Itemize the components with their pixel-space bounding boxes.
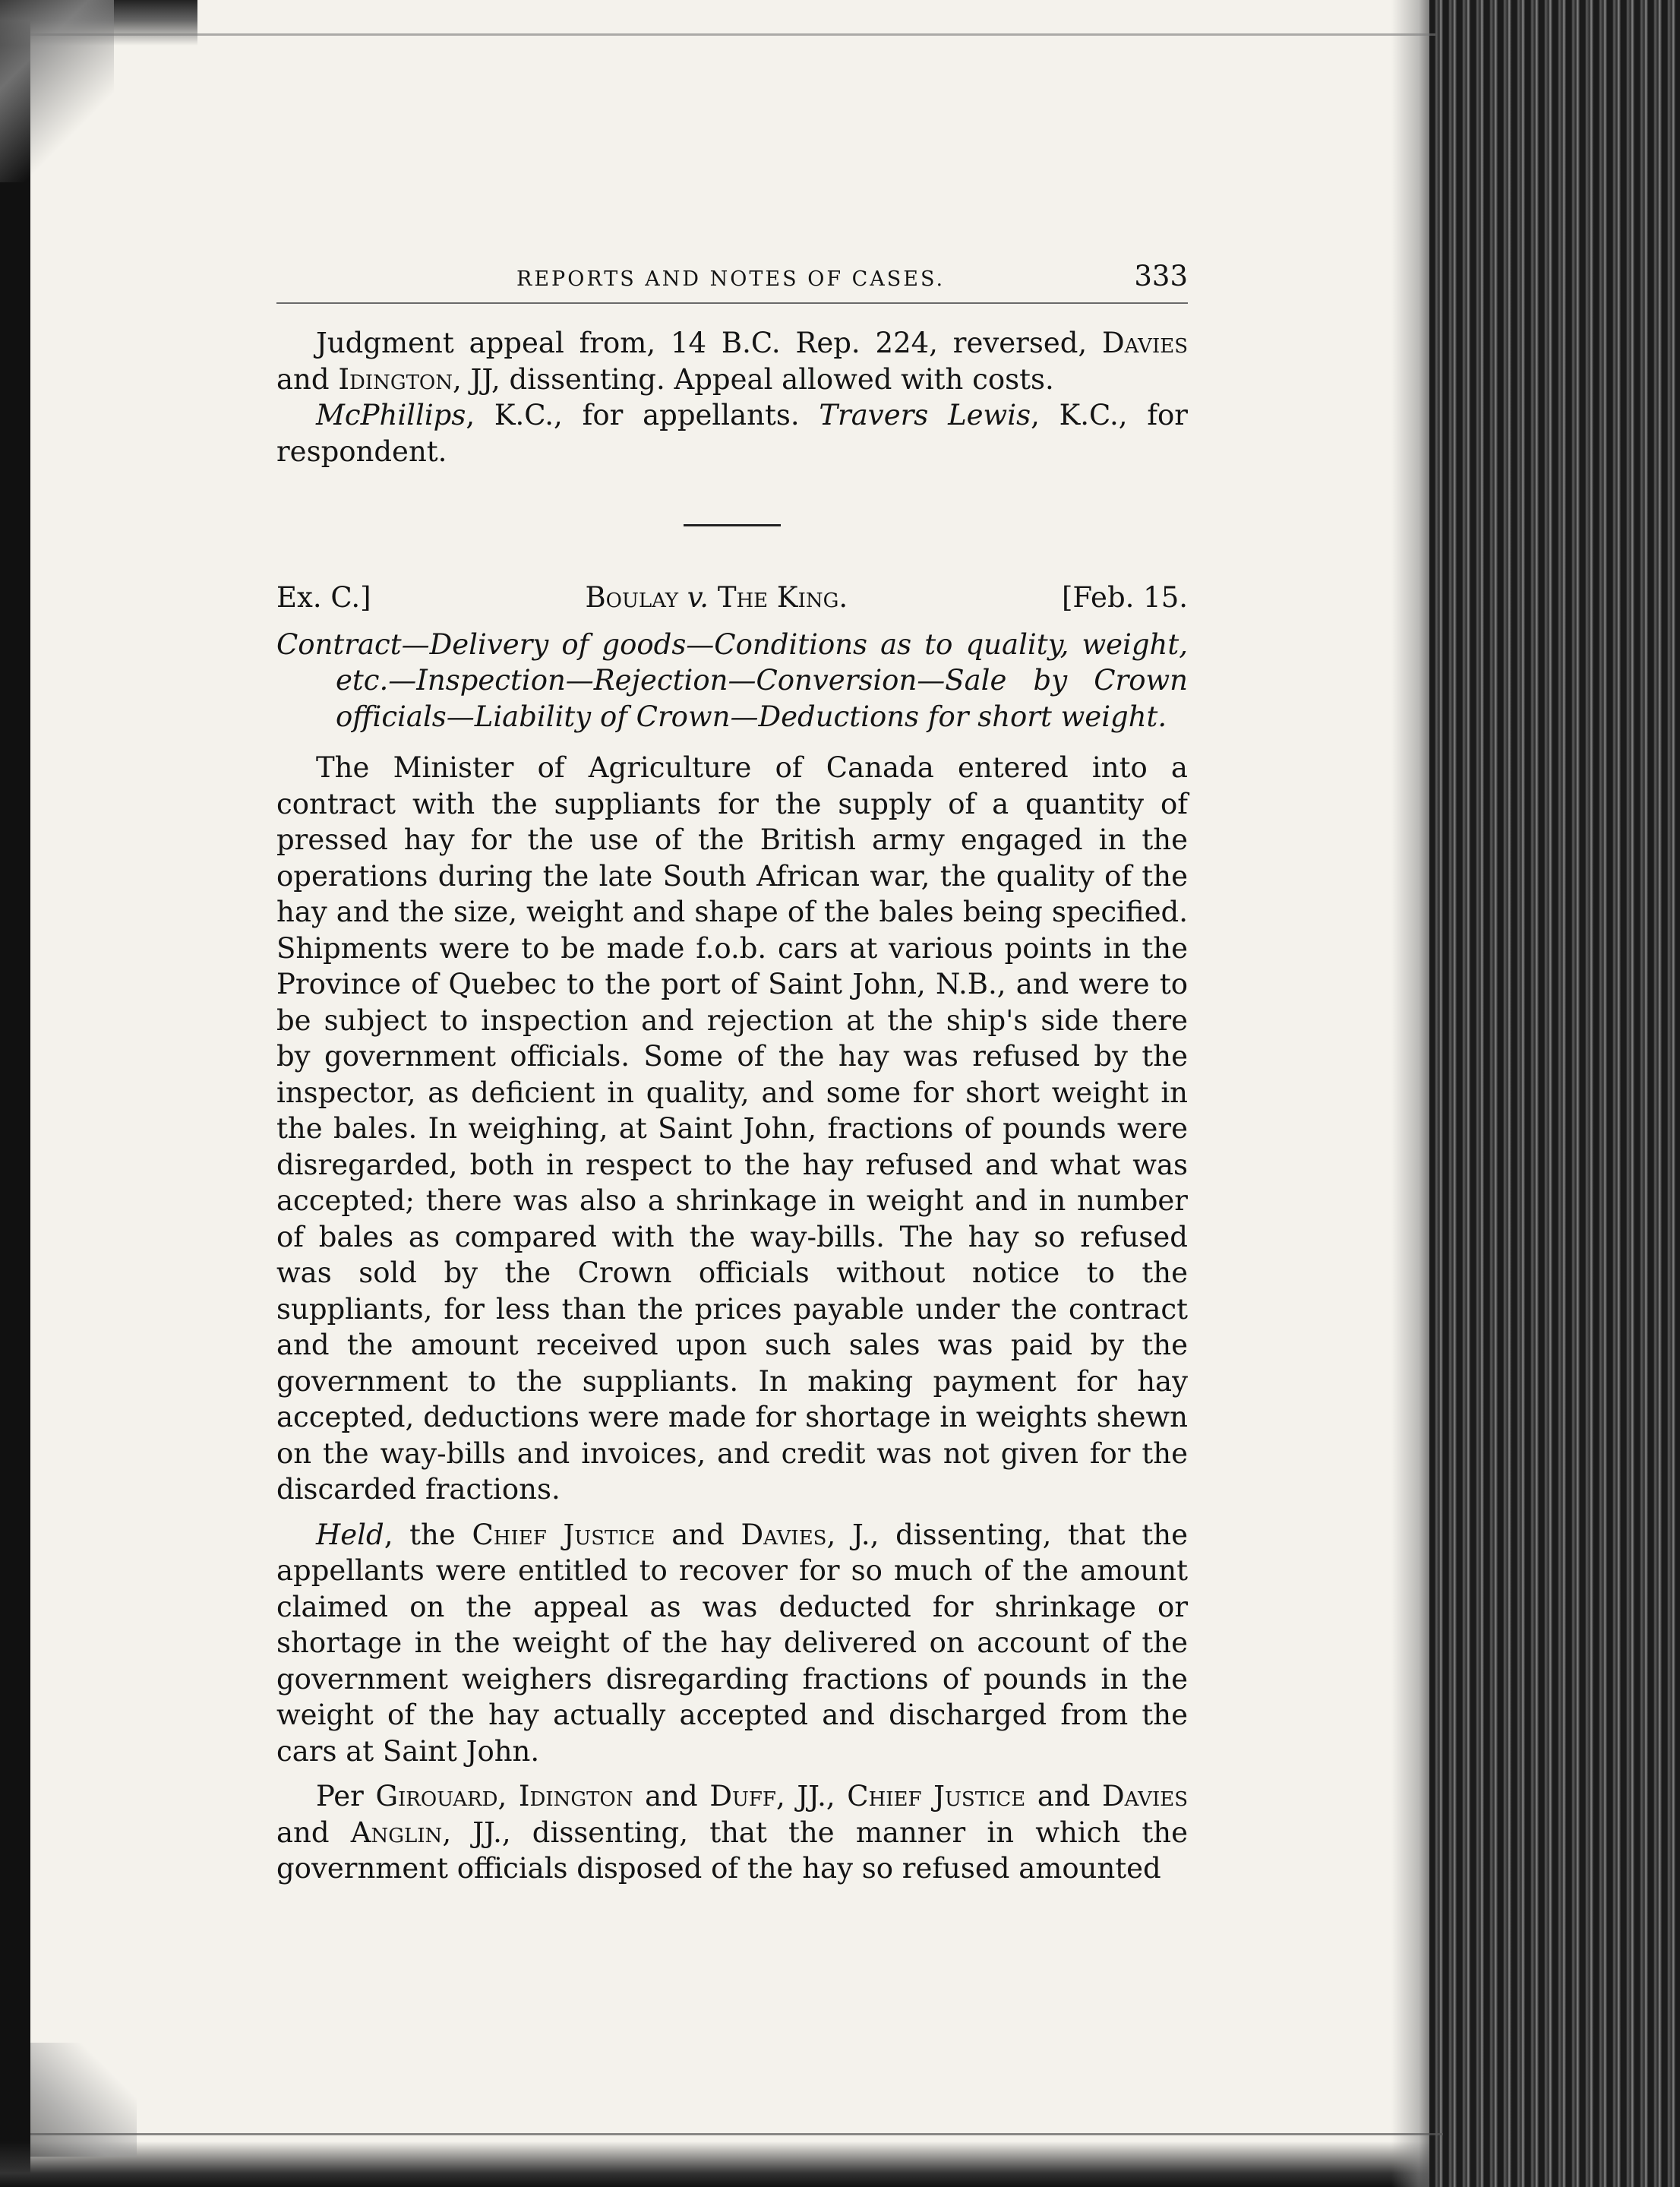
judge-title: Chief Justice xyxy=(847,1780,1026,1812)
case-divider xyxy=(684,524,781,526)
page-number: 333 xyxy=(1134,260,1188,292)
judgment-text: Judgment appeal from, 14 B.C. Rep. 224, reversed, xyxy=(316,327,1103,359)
book-spine xyxy=(1429,0,1680,2187)
running-head-title: REPORTS AND NOTES OF CASES. xyxy=(516,267,946,291)
judge-name: Davies xyxy=(1102,1780,1188,1812)
judge-name: Duff xyxy=(709,1780,776,1812)
page-content xyxy=(276,258,1188,1896)
conjunction: and xyxy=(655,1518,741,1551)
versus: v. xyxy=(687,581,709,614)
scan-corner-bottom-left xyxy=(30,2043,137,2157)
per-text: , JJ., xyxy=(775,1780,848,1812)
prev-case-judgment xyxy=(276,325,1188,397)
prev-case-counsel xyxy=(276,397,1188,469)
judge-name: Idington xyxy=(338,362,453,396)
case-date: [Feb. 15. xyxy=(1061,581,1188,614)
counsel-role: , K.C., for appellants. xyxy=(466,399,819,431)
conjunction: and xyxy=(1025,1780,1103,1812)
per-text: , JJ., dissenting, that the manner in which the government officials disposed of the hay so refused amounted xyxy=(276,1816,1188,1885)
case-heading xyxy=(276,580,1188,616)
case-facts: The Minister of Agriculture of Canada entered into a contract with the suppliants for the supply of a quantity of pressed hay for the use of the British army engaged in the operations during the late South African war, the quality of the hay and the size, weight and shape of the bales being specified. Shipments were to be made f.o.b. cars at various points in the Province of Quebec to the port of Saint John, N.B., and were to be subject to inspection and rejection at the ship's side there by government officials. Some of the hay was refused by the inspector, as deficient in quality, and some for short weight in the bales. In weighing, at Saint John, fractions of pounds were disregarded, both in respect to the hay refused and what was accepted; there was also a shrinkage in weight and in number of bales as compared with the way-bills. The hay so refused was sold by the Crown officials without notice to the suppliants, for less than the prices payable under the contract and the amount received upon such sales was paid by the government to the suppliants. In making payment for hay accepted, deductions were made for shortage in weights shewn on the way-bills and invoices, and credit was not given for the discarded fractions. xyxy=(276,751,1188,1506)
judge-name: Davies xyxy=(741,1518,827,1551)
scan-bottom-line xyxy=(30,2133,1443,2135)
running-head xyxy=(516,258,1188,292)
case-held xyxy=(276,1517,1188,1770)
court-label: Ex. C.] xyxy=(276,581,371,614)
conjunction: and xyxy=(633,1780,710,1812)
counsel-name xyxy=(819,399,1031,431)
scan-edge-left xyxy=(0,0,30,2187)
judge-name: Girouard xyxy=(375,1780,498,1812)
judge-title: Chief Justice xyxy=(472,1518,655,1551)
scan-corner-top-left xyxy=(0,0,114,182)
case-title xyxy=(585,580,848,616)
counsel-last-name: Lewis xyxy=(948,399,1031,431)
per-text: , xyxy=(497,1780,519,1812)
counsel-role: , K.C., for respondent. xyxy=(276,399,1188,468)
case-per-curiam xyxy=(276,1778,1188,1887)
judge-name: Davies xyxy=(1102,327,1188,359)
per-text: Per xyxy=(316,1780,376,1812)
held-label: Held xyxy=(316,1518,384,1551)
judge-name: Idington xyxy=(518,1780,633,1812)
running-head-rule xyxy=(276,302,1188,304)
counsel-first-name: Travers xyxy=(819,399,929,431)
case-headnote: Contract—Delivery of goods—Conditions as to quality, weight, etc.—Inspection—Rejection—Conversion—Sale by Crown officials—Liability of Crown—Deductions for short weight. xyxy=(276,627,1188,733)
held-text: , the xyxy=(384,1518,472,1551)
judge-name: Anglin xyxy=(350,1816,443,1849)
party-name: Boulay xyxy=(585,581,679,614)
judgment-text: , JJ, dissenting. Appeal allowed with costs. xyxy=(453,362,1054,396)
conjunction: and xyxy=(276,362,339,396)
conjunction: and xyxy=(276,1816,351,1849)
scan-top-line xyxy=(30,33,1435,36)
counsel-name: McPhillips xyxy=(316,399,466,431)
party-name: The King. xyxy=(717,581,848,614)
held-text: , J., dissenting, that the appellants were entitled to recover for so much of the amount claimed on the appeal as was deducted for shrinkage or shortage in the weight of the hay delivered on account of the government weighers disregarding fractions of pounds in the weight of the hay actually accepted and discharged from the cars at Saint John. xyxy=(276,1518,1188,1768)
